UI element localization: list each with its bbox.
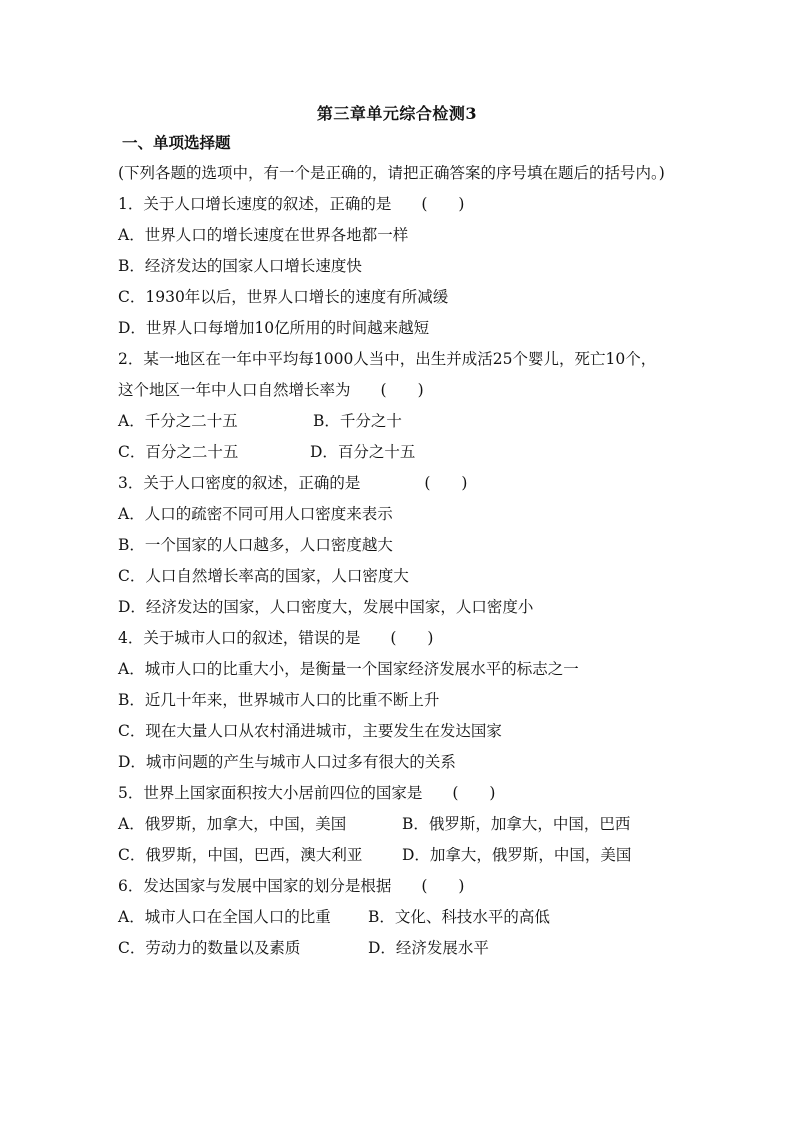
option-b: B．近几十年来，世界城市人口的比重不断上升	[118, 691, 440, 709]
option-row	[118, 902, 698, 933]
option-a: A．千分之二十五	[118, 412, 238, 430]
question-stem-line2	[118, 375, 698, 406]
option-d: D．经济发达的国家，人口密度大，发展中国家，人口密度小	[118, 598, 534, 616]
option-b: B．经济发达的国家人口增长速度快	[118, 257, 362, 275]
question-stem-text: 1．关于人口增长速度的叙述，正确的是	[118, 195, 392, 213]
option-d: D．世界人口每增加10亿所用的时间越来越短	[118, 319, 430, 337]
option-a: A．城市人口在全国人口的比重	[118, 908, 331, 926]
option-c: C．现在大量人口从农村涌进城市，主要发生在发达国家	[118, 722, 502, 740]
option-row	[118, 809, 698, 840]
section-instruction: (下列各题的选项中，有一个是正确的，请把正确答案的序号填在题后的括号内。)	[118, 164, 665, 182]
question-stem	[118, 468, 698, 499]
answer-parentheses: ( )	[424, 474, 468, 492]
answer-parentheses: ( )	[380, 381, 424, 399]
answer-parentheses: ( )	[421, 877, 465, 895]
question-stem-text: 5．世界上国家面积按大小居前四位的国家是	[118, 784, 423, 802]
section-heading: 一、单项选择题	[122, 133, 231, 152]
question-stem-line1: 2．某一地区在一年中平均每1000人当中，出生并成活25个婴儿，死亡10个，	[118, 350, 657, 368]
option-c: C．俄罗斯，中国，巴西，澳大利亚	[118, 846, 363, 864]
option-b: B．一个国家的人口越多，人口密度越大	[118, 536, 393, 554]
answer-parentheses: ( )	[452, 784, 496, 802]
option-a: A．俄罗斯，加拿大，中国，美国	[118, 815, 347, 833]
option-a: A．人口的疏密不同可用人口密度来表示	[118, 505, 393, 523]
question-5	[118, 778, 698, 871]
question-stem-text: 6．发达国家与发展中国家的划分是根据	[118, 877, 392, 895]
question-4	[118, 623, 698, 778]
document-content	[118, 132, 698, 964]
answer-parentheses: ( )	[421, 195, 465, 213]
question-stem	[118, 871, 698, 902]
option-a: A．世界人口的增长速度在世界各地都一样	[118, 226, 409, 244]
question-stem	[118, 778, 698, 809]
option-c: C．劳动力的数量以及素质	[118, 939, 301, 957]
question-6	[118, 871, 698, 964]
option-d: D．经济发展水平	[368, 939, 489, 957]
option-row	[118, 437, 698, 468]
question-stem-text: 4．关于城市人口的叙述，错误的是	[118, 629, 361, 647]
option-a: A．城市人口的比重大小，是衡量一个国家经济发展水平的标志之一	[118, 660, 579, 678]
question-3	[118, 468, 698, 623]
option-b: B．文化、科技水平的高低	[368, 908, 550, 926]
question-stem	[118, 189, 698, 220]
option-b: B．俄罗斯，加拿大，中国，巴西	[402, 815, 631, 833]
option-d: D．加拿大，俄罗斯，中国，美国	[402, 846, 632, 864]
option-c: C．百分之二十五	[118, 443, 239, 461]
question-stem-text: 3．关于人口密度的叙述，正确的是	[118, 474, 361, 492]
option-d: D．城市问题的产生与城市人口过多有很大的关系	[118, 753, 456, 771]
answer-parentheses: ( )	[390, 629, 434, 647]
option-d: D．百分之十五	[310, 443, 416, 461]
document-title: 第三章单元综合检测3	[316, 104, 478, 123]
option-row	[118, 406, 698, 437]
option-b: B．千分之十	[313, 412, 402, 430]
option-row	[118, 840, 698, 871]
option-c: C．1930年以后，世界人口增长的速度有所减缓	[118, 288, 449, 306]
question-2	[118, 344, 698, 468]
option-c: C．人口自然增长率高的国家，人口密度大	[118, 567, 409, 585]
option-row	[118, 933, 698, 964]
question-stem-text: 这个地区一年中人口自然增长率为	[118, 381, 351, 399]
question-1	[118, 189, 698, 344]
question-stem	[118, 623, 698, 654]
